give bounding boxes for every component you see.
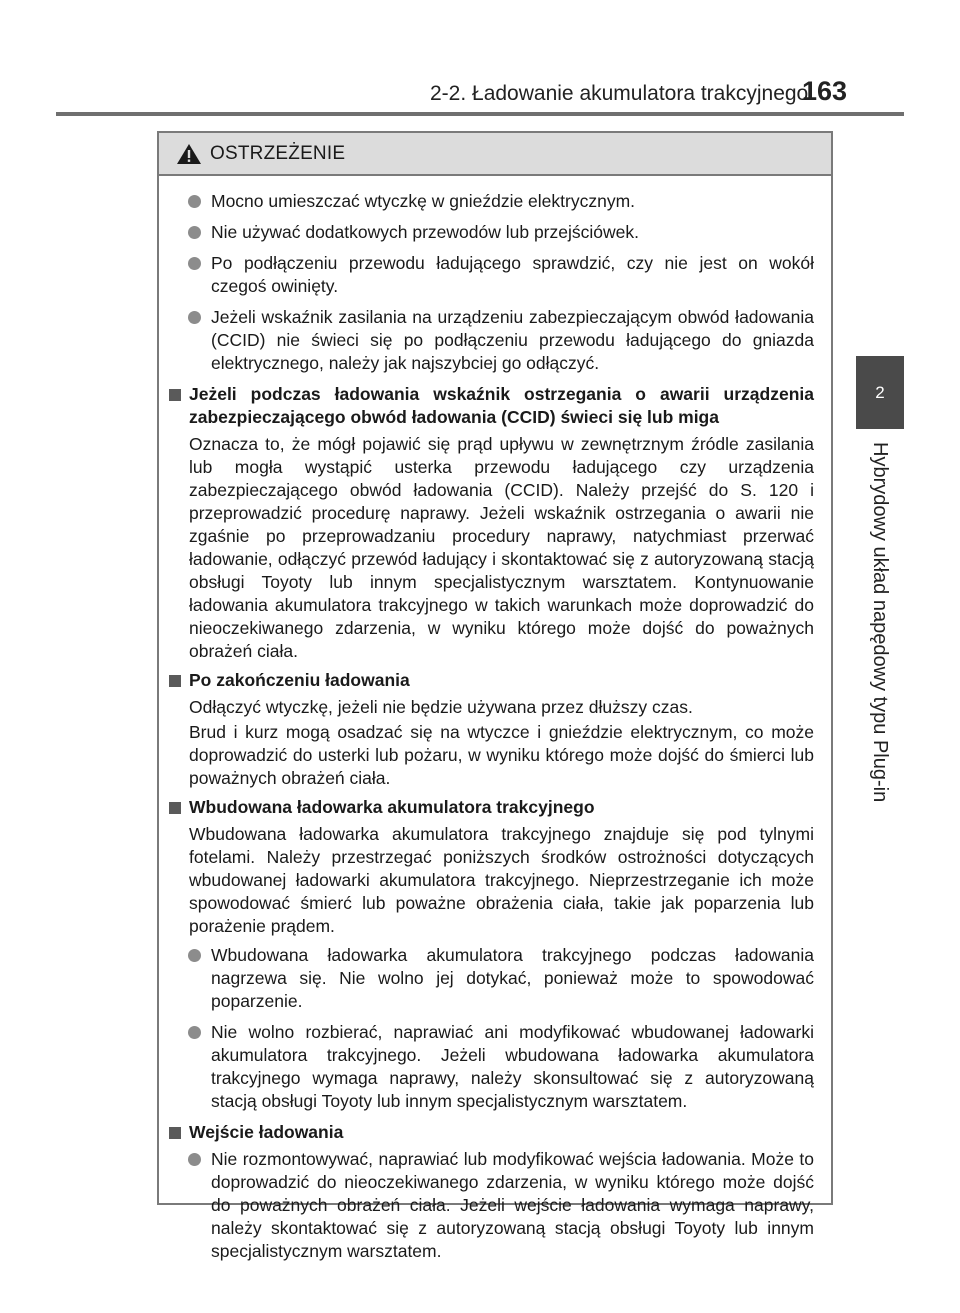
paragraph: Wbudowana ładowarka akumulatora trakcyjnego znajduje się pod tylnymi fotelami. Należy przestrzegać poniższych środków ostrożności dotyczących wbudowanej ładowarki akumulatora trakcyjnego. Nieprzestrzeganie ich może spowodować śmierć lub poważne obrażenia ciała, takie jak poparzenia lub porażenie prądem. xyxy=(189,824,814,936)
chapter-label: Hybrydowy układ napędowy typu Plug-in xyxy=(869,442,891,803)
square-bullet-icon xyxy=(169,389,181,401)
bullet-text: Nie wolno rozbierać, naprawiać ani modyfikować wbudowanej ładowarki akumulatora trakcyjnego. Jeżeli wbudowana ładowarka akumulatora trakcyjnego wymaga naprawy, należy skonsultować się z autoryzowaną stacją obsługi Toyoty lub innym specjalistycznym warsztatem. xyxy=(211,1022,814,1111)
section-heading xyxy=(169,669,814,692)
heading-text: Po zakończeniu ładowania xyxy=(189,670,410,690)
section-title: 2-2. Ładowanie akumulatora trakcyjnego xyxy=(430,82,809,105)
warning-title: OSTRZEŻENIE xyxy=(210,142,346,164)
bullet-dot-icon xyxy=(188,311,201,324)
square-bullet-icon xyxy=(169,675,181,687)
warning-content xyxy=(159,176,831,1263)
list-item xyxy=(169,1148,814,1263)
heading-text: Wejście ładowania xyxy=(189,1122,344,1142)
section-heading xyxy=(169,383,814,429)
bullet-dot-icon xyxy=(188,1153,201,1166)
header-divider xyxy=(56,112,904,116)
chapter-tab xyxy=(856,356,904,429)
bullet-dot-icon xyxy=(188,195,201,208)
section-heading xyxy=(169,796,814,819)
list-item xyxy=(169,190,814,213)
bullet-dot-icon xyxy=(188,949,201,962)
bullet-text: Nie używać dodatkowych przewodów lub przejściówek. xyxy=(211,222,639,242)
list-item xyxy=(169,306,814,375)
warning-header xyxy=(159,133,831,176)
warning-box xyxy=(157,131,833,1261)
section-heading xyxy=(169,1121,814,1144)
paragraph-line: Odłączyć wtyczkę, jeżeli nie będzie używana przez dłuższy czas. xyxy=(189,697,693,717)
list-item xyxy=(169,944,814,1013)
paragraph: Brud i kurz mogą osadzać się na wtyczce i gnieździe elektrycznym, co może doprowadzić do usterki lub pożaru, w wyniku którego może dojść do śmierci lub poważnych obrażeń ciała. xyxy=(189,722,814,788)
heading-text: Jeżeli podczas ładowania wskaźnik ostrzegania o awarii urządzenia zabezpieczającego obwód ładowania (CCID) świeci się lub miga xyxy=(189,384,814,427)
bullet-dot-icon xyxy=(188,226,201,239)
square-bullet-icon xyxy=(169,802,181,814)
list-item xyxy=(169,1021,814,1113)
bullet-text: Wbudowana ładowarka akumulatora trakcyjnego podczas ładowania nagrzewa się. Nie wolno jej dotykać, ponieważ może to spowodować poparzenie. xyxy=(211,945,814,1011)
bullet-text: Po podłączeniu przewodu ładującego sprawdzić, czy nie jest on wokół czegoś owinięty. xyxy=(211,253,814,296)
bullet-dot-icon xyxy=(188,257,201,270)
bullet-text: Mocno umieszczać wtyczkę w gnieździe elektrycznym. xyxy=(211,191,636,211)
chapter-label-wrap xyxy=(862,442,898,812)
square-bullet-icon xyxy=(169,1127,181,1139)
chapter-number: 2 xyxy=(875,382,885,402)
page-header xyxy=(0,0,960,115)
bullet-text: Jeżeli wskaźnik zasilania na urządzeniu zabezpieczającym obwód ładowania (CCID) nie świeci się po podłączeniu przewodu ładującego do gniazda elektrycznego, należy jak najszybciej go odłączyć. xyxy=(211,307,814,373)
bullet-text: Nie rozmontowywać, naprawiać lub modyfikować wejścia ładowania. Może to doprowadzić do nieoczekiwanego zdarzenia, w wyniku którego może dojść do poważnych obrażeń ciała. Jeżeli wejście ładowania wymaga naprawy, należy skontaktować się z autoryzowaną stacją obsługi Toyoty lub innym specjalistycznym warsztatem. xyxy=(211,1149,814,1261)
paragraph: Oznacza to, że mógł pojawić się prąd upływu w zewnętrznym źródle zasilania lub mogła wystąpić usterka przewodu ładującego czy urządzenia zabezpieczającego obwód ładowania (CCID). Należy przejść do S. 120 i przeprowadzić procedurę naprawy. Jeżeli wskaźnik ostrzegania o awarii nie zgaśnie po przeprowadzaniu procedury naprawy, natychmiast przerwać ładowanie, odłączyć przewód ładujący i skontaktować się z autoryzowaną stacją obsługi Toyoty lub innym specjalistycznym warsztatem. Kontynuowanie ładowania akumulatora trakcyjnego w takich warunkach może doprowadzić do nieoczekiwanego zdarzenia, w wyniku którego może dojść do poważnych obrażeń ciała. xyxy=(189,434,814,661)
heading-text: Wbudowana ładowarka akumulatora trakcyjnego xyxy=(189,797,595,817)
list-item xyxy=(169,221,814,244)
warning-triangle-icon xyxy=(176,143,202,165)
list-item xyxy=(169,252,814,298)
bullet-dot-icon xyxy=(188,1026,201,1039)
page-number: 163 xyxy=(802,76,848,106)
